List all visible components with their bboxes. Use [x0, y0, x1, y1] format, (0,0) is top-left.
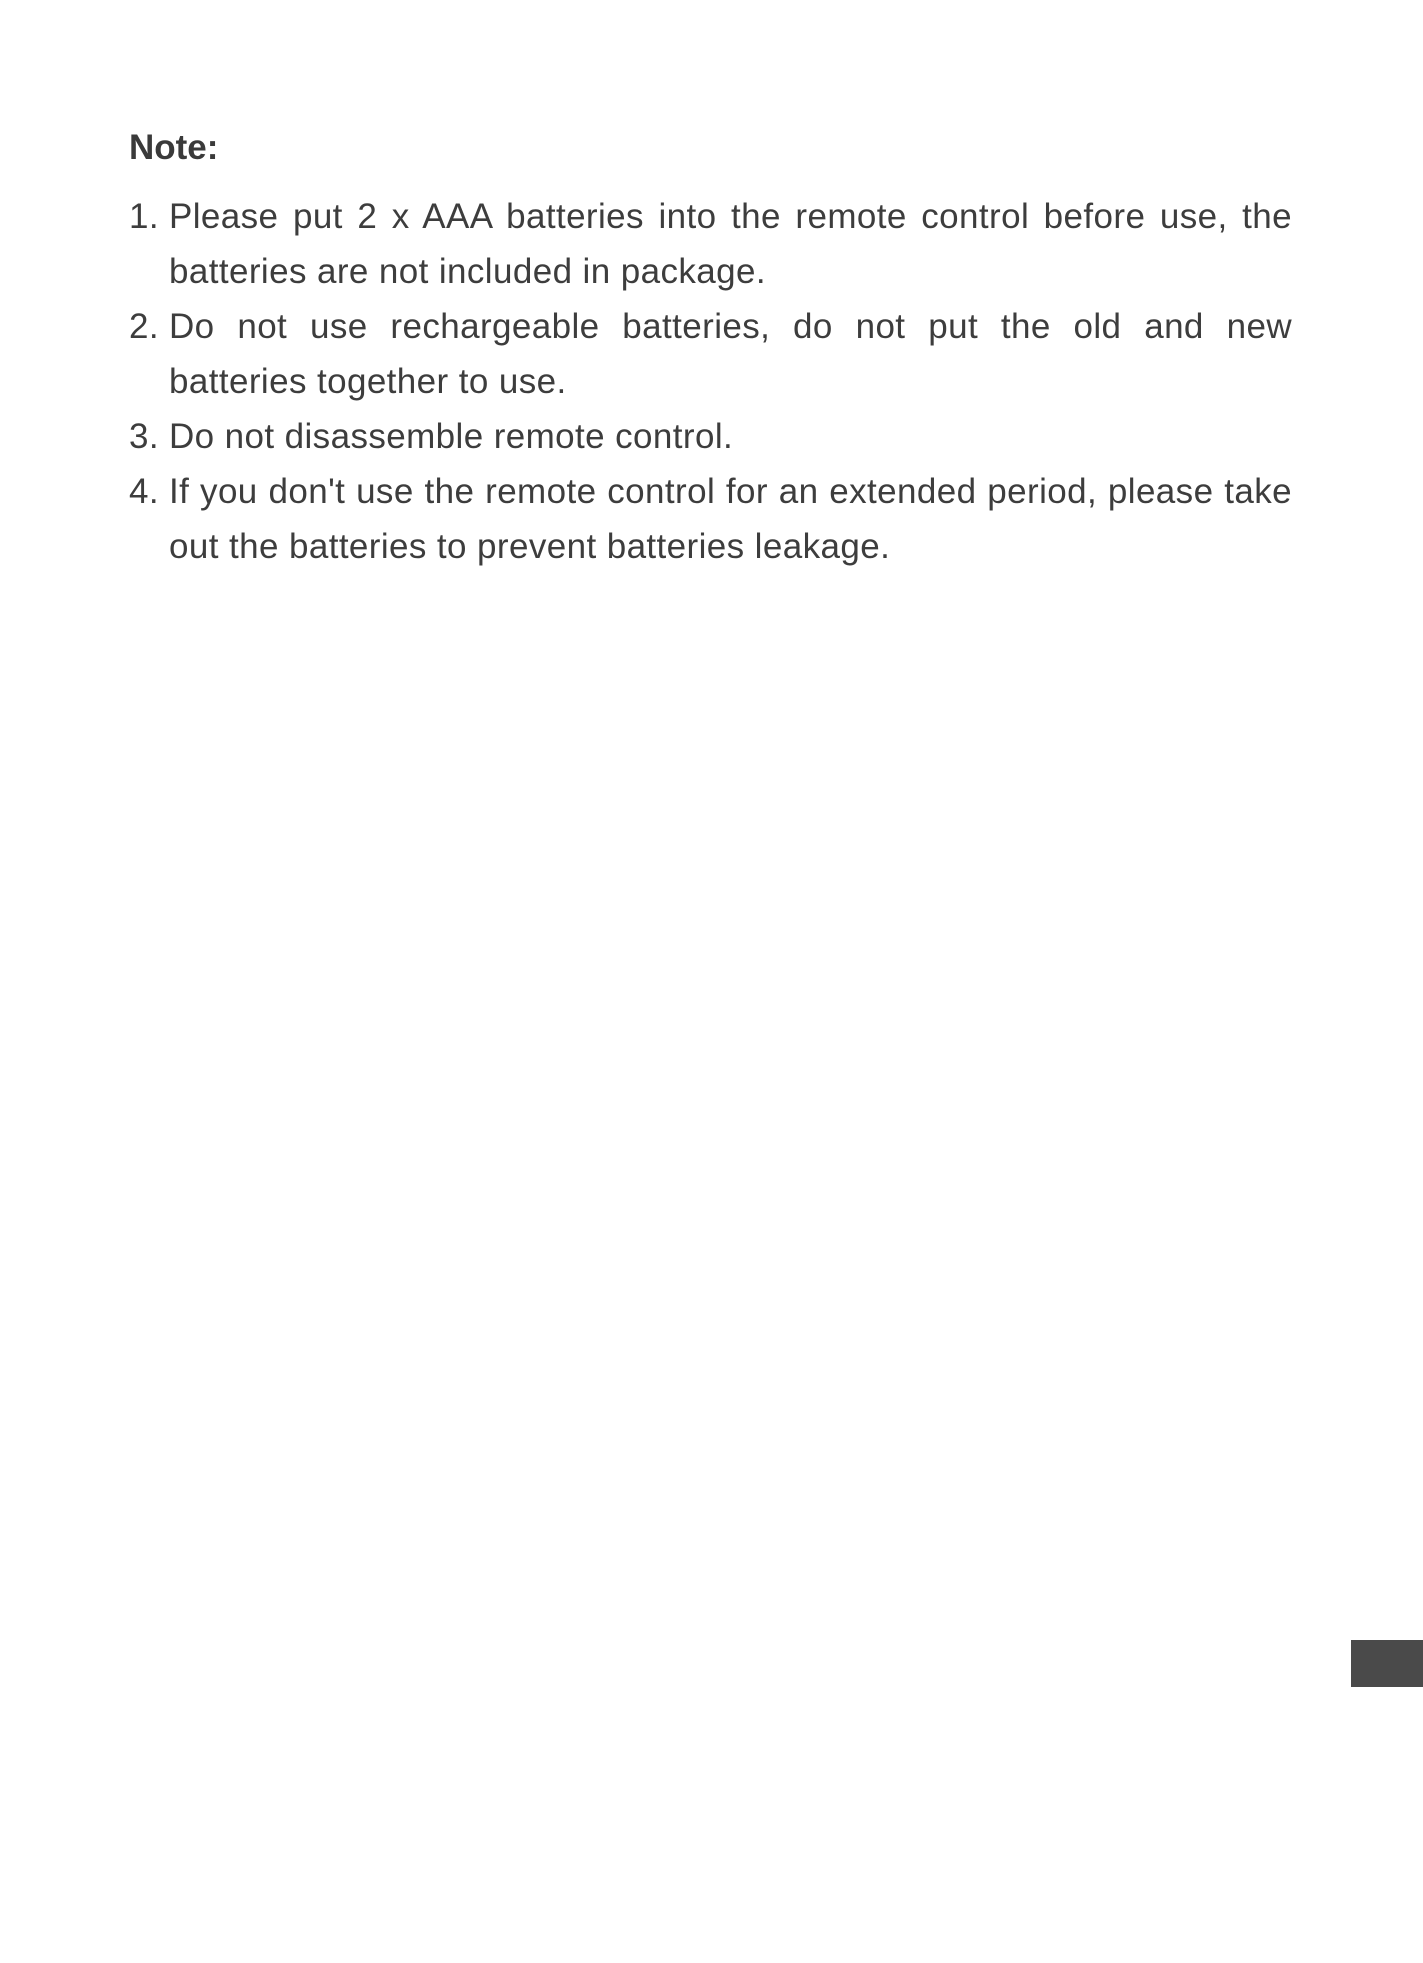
note-item-text: Please put 2 x AAA batteries into the remote control before use, the batteries are not included in package.	[169, 197, 1292, 291]
note-item-4	[129, 464, 1292, 574]
page-edge-tab	[1351, 1640, 1423, 1687]
note-item-number: 1.	[129, 197, 159, 236]
note-item-text: Do not disassemble remote control.	[169, 417, 734, 456]
note-item-text: Do not use rechargeable batteries, do not put the old and new batteries together to use.	[169, 307, 1292, 401]
note-item-number: 3.	[129, 417, 159, 456]
note-item-3	[129, 409, 1292, 464]
note-item-1	[129, 189, 1292, 299]
note-item-2	[129, 299, 1292, 409]
note-item-number: 2.	[129, 307, 159, 346]
note-heading: Note:	[129, 128, 219, 167]
note-item-text: If you don't use the remote control for an extended period, please take out the batteries to prevent batteries leakage.	[169, 472, 1292, 566]
note-list	[129, 189, 1292, 574]
note-item-number: 4.	[129, 472, 159, 511]
